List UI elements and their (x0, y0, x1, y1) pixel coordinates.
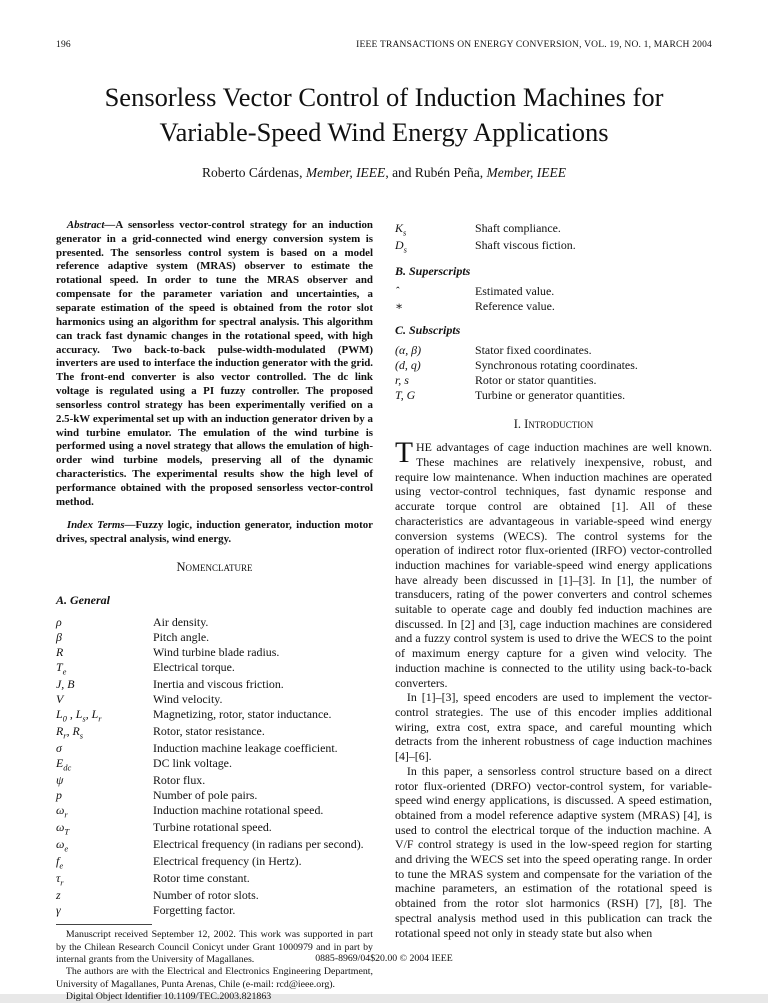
footnote-rule (56, 924, 152, 925)
nomenclature-list-subscripts (395, 343, 712, 403)
nomenclature-entry (395, 388, 712, 403)
definition: Number of rotor slots. (153, 888, 259, 903)
paper-title: Sensorless Vector Control of Induction Machines for Variable-Speed Wind Energy Applications (104, 82, 664, 147)
page-header (56, 40, 712, 50)
author-name: Roberto Cárdenas, (201, 164, 306, 180)
symbol: $\tau_r$ (56, 871, 64, 888)
definition: Electrical frequency (in Hertz). (153, 854, 302, 869)
definition: Wind turbine blade radius. (153, 644, 280, 659)
index-terms-label: Index Terms— (66, 518, 136, 531)
nomenclature-entry (395, 373, 712, 388)
symbol: $D_s$ (395, 238, 407, 255)
symbol: V (56, 691, 64, 706)
definition: Turbine rotational speed. (153, 820, 272, 835)
symbol: ∗ (395, 298, 404, 313)
nomenclature-entry (56, 871, 373, 888)
symbol: r, s (395, 372, 409, 387)
nomenclature-entry (56, 820, 373, 837)
introduction-paragraphs (395, 437, 712, 940)
subsection-a-heading: A. General (56, 592, 110, 607)
nomenclature-entry (56, 756, 373, 773)
drop-cap: T (395, 437, 414, 470)
nomenclature-entry (395, 238, 712, 255)
abstract (56, 219, 373, 510)
footnote-lines (56, 929, 373, 1003)
definition: Turbine or generator quantities. (475, 387, 626, 402)
definition: Shaft compliance. (475, 220, 561, 235)
definition: Induction machine rotational speed. (153, 803, 324, 818)
abstract-text: A sensorless vector-control strategy for an induction generator in a grid-connected wind energy conversion system is presented. The sensorless control system is based on a model reference adaptive system (MRAS) observer to estimate the rotational speed. In order to tune the MRAS observer and compensate for the parameter variation and uncertainties, a separate estimation of the speed is obtained from the rotor slot harmonics using an algorithm for spectral analysis. This algorithm can track fast dynamic changes in the rotational speed, with high accuracy. Two back-to-back pulse-width-modulated (PWM) inverters are used to interface the induction generator with the grid. The front-end converter is also vector controlled. The dc link voltage is regulated using a PI fuzzy controller. The proposed sensorless control strategy has been experimentally verified on a 2.5-kW experimental set up with an induction generator driven by a wind turbine emulator. The emulation of the wind turbine is performed using a novel strategy that allows the emulation of high-order wind turbine models, preserving all of the dynamic characteristics. The experimental results show the high level of performance obtained with the proposed sensorless vector-control method. (56, 218, 373, 508)
nomenclature-entry (56, 837, 373, 854)
nomenclature-entry (56, 773, 373, 788)
definition: Rotor, stator resistance. (153, 723, 265, 738)
two-column-body (56, 219, 712, 1003)
left-column (56, 219, 373, 1003)
definition: Wind velocity. (153, 691, 223, 706)
symbol: σ (56, 740, 62, 755)
symbol: $\omega_e$ (56, 837, 69, 854)
author-name: , and Rubén Peña, (385, 164, 487, 180)
nomenclature-entry (395, 221, 712, 238)
footnote-line: Digital Object Identifier 10.1109/TEC.2003.821863 (65, 990, 272, 1002)
symbol: p (56, 788, 62, 803)
footnote-line: The authors are with the Electrical and Electronics Engineering Department, University of Magallanes, Punta Arenas, Chile (e-mail: rcd@ieee.org). (56, 966, 373, 990)
nomenclature-entry (56, 630, 373, 645)
symbol: $K_s$ (395, 220, 407, 238)
symbol: γ (56, 903, 61, 918)
index-terms-text: Fuzzy logic, induction generator, induction motor drives, spectral analysis, wind energy. (56, 518, 373, 545)
definition: Rotor or stator quantities. (475, 372, 597, 387)
symbol: z (56, 888, 61, 903)
nomenclature-list-general (56, 615, 373, 919)
definition: Air density. (153, 614, 209, 629)
nomenclature-list-continuation (395, 221, 712, 255)
nomenclature-list-superscripts (395, 284, 712, 314)
nomenclature-entry (56, 803, 373, 820)
definition: Shaft viscous fiction. (475, 238, 576, 253)
nomenclature-entry (56, 854, 373, 871)
symbol: ˆ (395, 283, 399, 298)
nomenclature-entry (395, 358, 712, 373)
author-affiliation: Member, IEEE (486, 164, 567, 180)
author-affiliation: Member, IEEE (305, 164, 386, 180)
nomenclature-entry (395, 343, 712, 358)
nomenclature-entry (56, 903, 373, 918)
intro-paragraph: THE advantages of cage induction machines are well known. These machines are relatively inexpensive, robust, and require low maintenance. When induction machines are operated using vector-control techniques, fast dynamic response and accurate torque control are obtained [1]. All of these characteristics are advantageous in variable-speed wind energy conversion systems (WECS). The control systems for the operation of indirect rotor flux-oriented (IRFO) vector-controlled induction machines for variable-speed wind energy applications have already been discussed in [1]–[3]. In [1], the number of transducers, rating of the power converters and control schemes suitable to operate cage and doubly fed induction machines are discussed. In [2] and [3], cage induction machines are considered and a fuzzy control system is used to drive the WECS to the point of maximum energy capture for a given wind velocity. The induction machine is connected to the utility using back-to-back converters. (395, 437, 712, 690)
symbol: (d, q) (395, 357, 421, 372)
symbol: R (56, 644, 64, 659)
nomenclature-heading: Nomenclature (176, 560, 253, 575)
definition: Rotor time constant. (153, 871, 250, 886)
nomenclature-entry (56, 888, 373, 903)
definition: Estimated value. (475, 283, 555, 298)
nomenclature-entry (56, 788, 373, 803)
subsection-b-heading: B. Superscripts (395, 264, 471, 279)
symbol: $E_{dc}$ (56, 755, 72, 773)
definition: Rotor flux. (153, 773, 206, 788)
definition: Stator fixed coordinates. (475, 342, 592, 357)
copyright-notice: 0885-8969/04$20.00 © 2004 IEEE (315, 953, 453, 964)
symbol: (α, β) (395, 342, 422, 357)
nomenclature-entry (56, 692, 373, 707)
nomenclature-entry (56, 741, 373, 756)
introduction-heading: I. Introduction (513, 416, 594, 431)
symbol: $f_e$ (56, 854, 64, 871)
definition: Synchronous rotating coordinates. (475, 357, 638, 372)
symbol: T, G (395, 387, 416, 402)
authors-line (56, 165, 712, 181)
index-terms (56, 519, 373, 547)
journal-name: IEEE TRANSACTIONS ON ENERGY CONVERSION, VOL. 19, NO. 1, MARCH 2004 (356, 40, 712, 50)
symbol: $\omega_r$ (56, 803, 68, 820)
intro-paragraph: In [1]–[3], speed encoders are used to implement the vector-control strategies. The use of this encoder implies additional wiring, extra cost, extra space, and careful mounting which detracts from the inherent robustness of cage induction machines [4]–[6]. (395, 690, 712, 764)
definition: Number of pole pairs. (153, 788, 258, 803)
symbol: $L_0$ , $L_s$, $L_r$ (56, 706, 102, 724)
nomenclature-entry (56, 724, 373, 741)
nomenclature-entry (56, 615, 373, 630)
symbol: $R_r$, $R_s$ (56, 723, 84, 741)
symbol: J, B (56, 676, 75, 691)
nomenclature-entry (56, 677, 373, 692)
intro-paragraph: In this paper, a sensorless control structure based on a direct rotor flux-oriented (DRFO) vector-control system, for variable-speed wind energy applications, is discussed. A speed estimation, obtained from a model reference adaptive system (MRAS) [4], is used to control the electrical torque of the induction machine. A V/F control strategy is used in the low-speed region for starting and driving the WECS set into the speed operating range. In order to tune the MRAS system and compensate for the variation of the machine parameters, an estimation of the rotational speed is obtained from the rotor slot harmonics (RSH) [7], [8]. The spectral analysis method used in this publication can track the rotational speed not only in steady state but also when (395, 763, 712, 940)
nomenclature-entry (395, 284, 712, 299)
symbol: $\omega_T$ (56, 820, 70, 837)
nomenclature-entry (56, 645, 373, 660)
right-column (395, 219, 712, 1003)
definition: Electrical torque. (153, 659, 235, 674)
definition: DC link voltage. (153, 755, 232, 770)
definition: Induction machine leakage coefficient. (153, 740, 338, 755)
nomenclature-entry (395, 299, 712, 314)
footnote-line: Manuscript received September 12, 2002. This work was supported in part by the Chilean Research Council Conicyt under Grant 1000979 and in part by internal grants from the University of Magallanes. (56, 929, 373, 965)
symbol: ρ (56, 614, 62, 629)
nomenclature-entry (56, 707, 373, 724)
page-number: 196 (56, 40, 71, 50)
definition: Magnetizing, rotor, stator inductance. (153, 706, 332, 721)
definition: Pitch angle. (153, 629, 210, 644)
abstract-label: Abstract— (66, 218, 116, 231)
nomenclature-entry (56, 660, 373, 677)
symbol: $T_e$ (56, 659, 67, 677)
definition: Inertia and viscous friction. (153, 676, 284, 691)
definition: Forgetting factor. (153, 903, 236, 918)
symbol: β (56, 629, 62, 644)
subsection-c-heading: C. Subscripts (395, 322, 461, 337)
definition: Electrical frequency (in radians per second). (153, 837, 364, 852)
definition: Reference value. (475, 298, 555, 313)
symbol: ψ (56, 773, 64, 788)
